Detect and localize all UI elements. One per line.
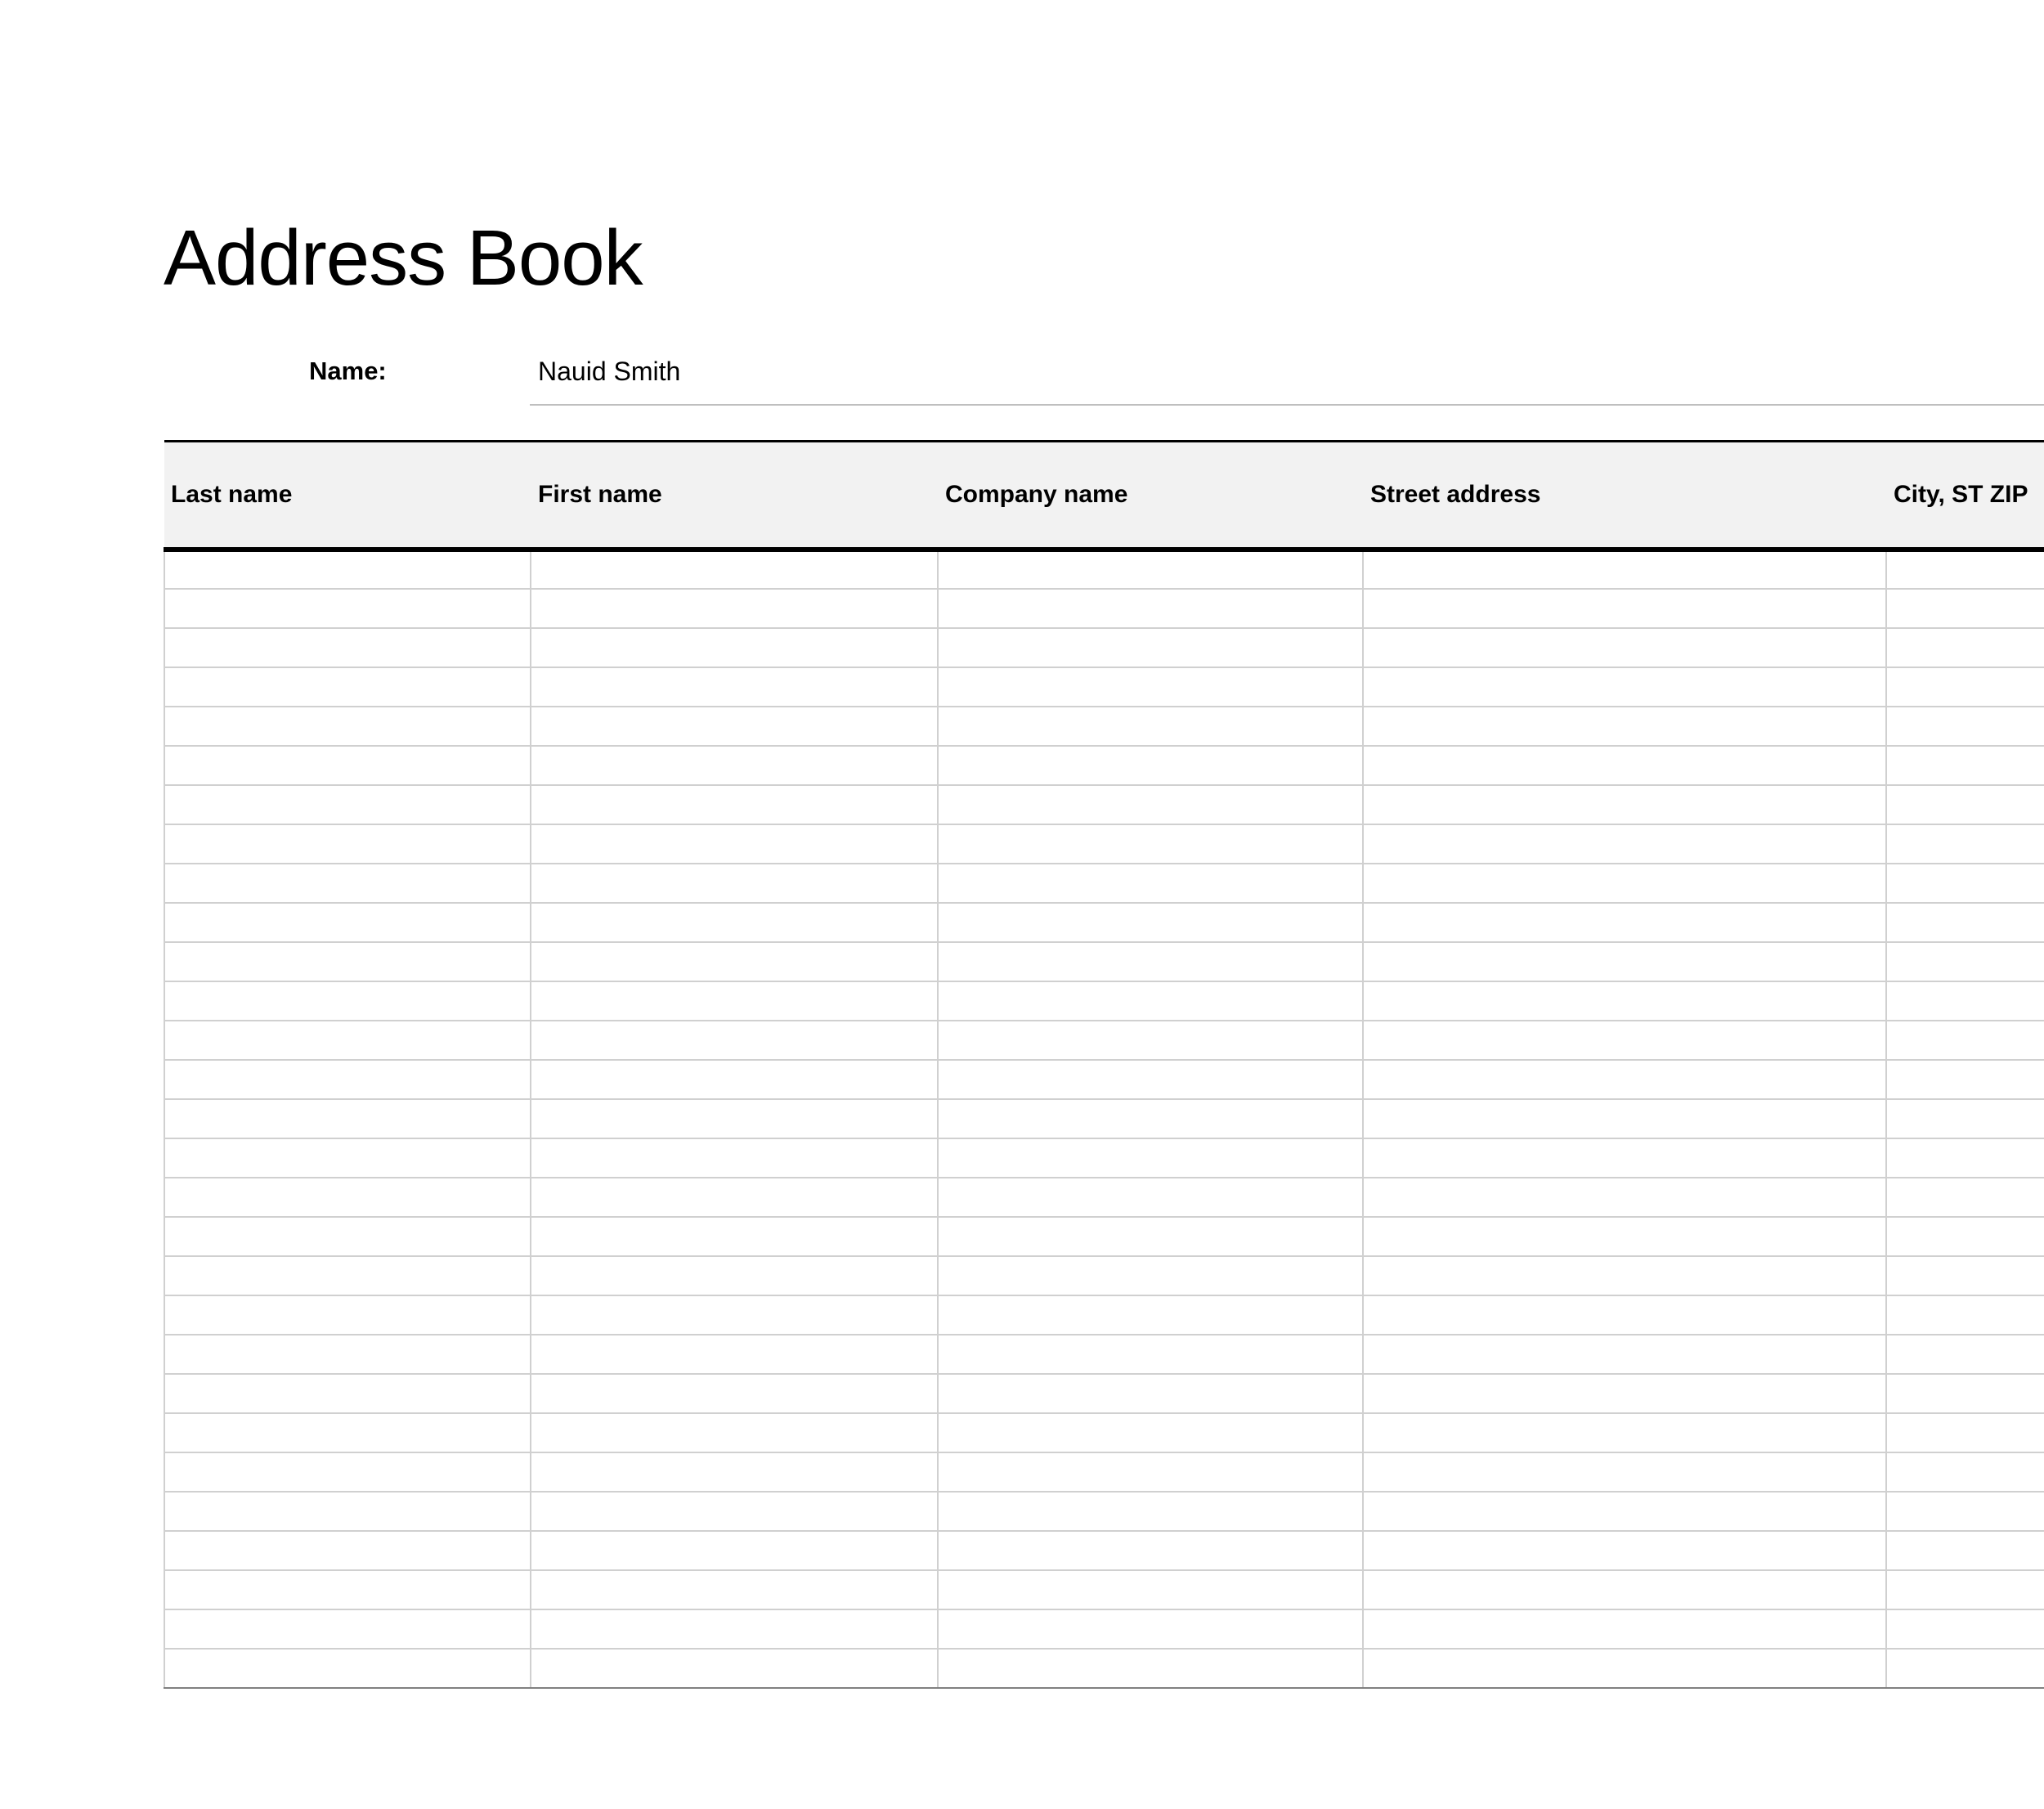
cell-first_name[interactable] — [531, 1178, 938, 1217]
table-row — [164, 1217, 2044, 1256]
cell-street_address[interactable] — [1363, 746, 1886, 785]
cell-first_name[interactable] — [531, 785, 938, 824]
column-header-city-st-zip[interactable]: City, ST ZIP — [1886, 442, 2044, 550]
cell-first_name[interactable] — [531, 1099, 938, 1138]
cell-last_name[interactable] — [164, 589, 531, 628]
cell-city_st_zip[interactable] — [1886, 903, 2044, 942]
cell-city_st_zip[interactable] — [1886, 1060, 2044, 1099]
cell-first_name[interactable] — [531, 1060, 938, 1099]
cell-company_name[interactable] — [938, 981, 1363, 1021]
cell-last_name[interactable] — [164, 628, 531, 667]
cell-first_name[interactable] — [531, 1492, 938, 1531]
cell-last_name[interactable] — [164, 1060, 531, 1099]
cell-city_st_zip[interactable] — [1886, 785, 2044, 824]
table-row — [164, 942, 2044, 981]
table-row — [164, 1649, 2044, 1688]
cell-last_name[interactable] — [164, 942, 531, 981]
cell-city_st_zip[interactable] — [1886, 981, 2044, 1021]
cell-company_name[interactable] — [938, 824, 1363, 864]
table-row — [164, 1178, 2044, 1217]
cell-first_name[interactable] — [531, 1295, 938, 1335]
cell-city_st_zip[interactable] — [1886, 707, 2044, 746]
cell-street_address[interactable] — [1363, 1256, 1886, 1295]
cell-last_name[interactable] — [164, 1452, 531, 1492]
cell-company_name[interactable] — [938, 746, 1363, 785]
table-row — [164, 1531, 2044, 1570]
cell-first_name[interactable] — [531, 1021, 938, 1060]
cell-last_name[interactable] — [164, 824, 531, 864]
table-row — [164, 1099, 2044, 1138]
cell-last_name[interactable] — [164, 1217, 531, 1256]
cell-street_address[interactable] — [1363, 1099, 1886, 1138]
cell-last_name[interactable] — [164, 785, 531, 824]
cell-first_name[interactable] — [531, 628, 938, 667]
cell-first_name[interactable] — [531, 1609, 938, 1649]
cell-first_name[interactable] — [531, 981, 938, 1021]
cell-first_name[interactable] — [531, 707, 938, 746]
cell-street_address[interactable] — [1363, 1413, 1886, 1452]
cell-last_name[interactable] — [164, 667, 531, 707]
cell-last_name[interactable] — [164, 903, 531, 942]
cell-city_st_zip[interactable] — [1886, 1138, 2044, 1178]
table-row — [164, 1138, 2044, 1178]
cell-company_name[interactable] — [938, 1138, 1363, 1178]
cell-first_name[interactable] — [531, 942, 938, 981]
table-row — [164, 785, 2044, 824]
cell-city_st_zip[interactable] — [1886, 1570, 2044, 1609]
cell-first_name[interactable] — [531, 667, 938, 707]
cell-last_name[interactable] — [164, 1570, 531, 1609]
cell-street_address[interactable] — [1363, 1374, 1886, 1413]
cell-street_address[interactable] — [1363, 1531, 1886, 1570]
cell-company_name[interactable] — [938, 1256, 1363, 1295]
cell-street_address[interactable] — [1363, 628, 1886, 667]
cell-city_st_zip[interactable] — [1886, 1021, 2044, 1060]
table-row — [164, 1452, 2044, 1492]
table-body — [164, 550, 2044, 1688]
table-row — [164, 1492, 2044, 1531]
cell-last_name[interactable] — [164, 1413, 531, 1452]
cell-street_address[interactable] — [1363, 981, 1886, 1021]
cell-company_name[interactable] — [938, 1335, 1363, 1374]
cell-city_st_zip[interactable] — [1886, 589, 2044, 628]
cell-city_st_zip[interactable] — [1886, 1609, 2044, 1649]
cell-first_name[interactable] — [531, 1138, 938, 1178]
cell-company_name[interactable] — [938, 785, 1363, 824]
table-row — [164, 1256, 2044, 1295]
table-row — [164, 1060, 2044, 1099]
cell-first_name[interactable] — [531, 1413, 938, 1452]
cell-company_name[interactable] — [938, 942, 1363, 981]
table-row — [164, 628, 2044, 667]
cell-company_name[interactable] — [938, 1413, 1363, 1452]
name-input[interactable] — [530, 347, 2044, 406]
cell-city_st_zip[interactable] — [1886, 1178, 2044, 1217]
name-field-row — [309, 347, 2044, 406]
cell-city_st_zip[interactable] — [1886, 1374, 2044, 1413]
table-row — [164, 1021, 2044, 1060]
cell-street_address[interactable] — [1363, 785, 1886, 824]
cell-first_name[interactable] — [531, 1649, 938, 1688]
cell-last_name[interactable] — [164, 1256, 531, 1295]
table-row — [164, 746, 2044, 785]
cell-first_name[interactable] — [531, 1256, 938, 1295]
cell-city_st_zip[interactable] — [1886, 864, 2044, 903]
name-label: Name: — [309, 357, 387, 385]
cell-company_name[interactable] — [938, 1374, 1363, 1413]
cell-street_address[interactable] — [1363, 1570, 1886, 1609]
cell-first_name[interactable] — [531, 1452, 938, 1492]
cell-street_address[interactable] — [1363, 1138, 1886, 1178]
cell-company_name[interactable] — [938, 1217, 1363, 1256]
cell-street_address[interactable] — [1363, 1295, 1886, 1335]
cell-city_st_zip[interactable] — [1886, 1413, 2044, 1452]
cell-city_st_zip[interactable] — [1886, 1335, 2044, 1374]
cell-company_name[interactable] — [938, 667, 1363, 707]
table-row — [164, 1609, 2044, 1649]
cell-street_address[interactable] — [1363, 864, 1886, 903]
column-header-street-address[interactable]: Street address — [1363, 442, 1886, 550]
cell-city_st_zip[interactable] — [1886, 1531, 2044, 1570]
cell-first_name[interactable] — [531, 1335, 938, 1374]
cell-street_address[interactable] — [1363, 824, 1886, 864]
cell-company_name[interactable] — [938, 1609, 1363, 1649]
cell-last_name[interactable] — [164, 981, 531, 1021]
cell-last_name[interactable] — [164, 746, 531, 785]
cell-company_name[interactable] — [938, 1021, 1363, 1060]
cell-city_st_zip[interactable] — [1886, 824, 2044, 864]
cell-street_address[interactable] — [1363, 903, 1886, 942]
cell-street_address[interactable] — [1363, 1060, 1886, 1099]
cell-first_name[interactable] — [531, 1570, 938, 1609]
cell-street_address[interactable] — [1363, 1335, 1886, 1374]
cell-last_name[interactable] — [164, 1649, 531, 1688]
cell-first_name[interactable] — [531, 746, 938, 785]
table-row — [164, 1570, 2044, 1609]
column-header-last-name[interactable]: Last name — [164, 442, 531, 550]
cell-city_st_zip[interactable] — [1886, 1217, 2044, 1256]
cell-company_name[interactable] — [938, 1099, 1363, 1138]
table-header-row — [164, 442, 2044, 550]
cell-street_address[interactable] — [1363, 589, 1886, 628]
cell-company_name[interactable] — [938, 1452, 1363, 1492]
cell-first_name[interactable] — [531, 550, 938, 589]
column-header-company-name[interactable]: Company name — [938, 442, 1363, 550]
cell-last_name[interactable] — [164, 1295, 531, 1335]
cell-last_name[interactable] — [164, 1609, 531, 1649]
cell-street_address[interactable] — [1363, 1217, 1886, 1256]
cell-company_name[interactable] — [938, 1649, 1363, 1688]
cell-city_st_zip[interactable] — [1886, 1649, 2044, 1688]
table-row — [164, 864, 2044, 903]
cell-last_name[interactable] — [164, 864, 531, 903]
table-row — [164, 550, 2044, 589]
table-row — [164, 824, 2044, 864]
cell-city_st_zip[interactable] — [1886, 667, 2044, 707]
cell-city_st_zip[interactable] — [1886, 550, 2044, 589]
cell-last_name[interactable] — [164, 1099, 531, 1138]
cell-street_address[interactable] — [1363, 1492, 1886, 1531]
table-row — [164, 667, 2044, 707]
cell-street_address[interactable] — [1363, 707, 1886, 746]
cell-city_st_zip[interactable] — [1886, 628, 2044, 667]
cell-street_address[interactable] — [1363, 667, 1886, 707]
name-value: Nauid Smith — [538, 357, 681, 386]
cell-first_name[interactable] — [531, 1531, 938, 1570]
cell-company_name[interactable] — [938, 1060, 1363, 1099]
cell-city_st_zip[interactable] — [1886, 746, 2044, 785]
cell-company_name[interactable] — [938, 903, 1363, 942]
cell-company_name[interactable] — [938, 1531, 1363, 1570]
cell-first_name[interactable] — [531, 824, 938, 864]
cell-first_name[interactable] — [531, 864, 938, 903]
cell-company_name[interactable] — [938, 1295, 1363, 1335]
cell-city_st_zip[interactable] — [1886, 942, 2044, 981]
cell-company_name[interactable] — [938, 1178, 1363, 1217]
cell-company_name[interactable] — [938, 864, 1363, 903]
cell-company_name[interactable] — [938, 589, 1363, 628]
cell-last_name[interactable] — [164, 1531, 531, 1570]
cell-first_name[interactable] — [531, 903, 938, 942]
cell-company_name[interactable] — [938, 707, 1363, 746]
table-row — [164, 903, 2044, 942]
cell-street_address[interactable] — [1363, 1021, 1886, 1060]
cell-first_name[interactable] — [531, 1217, 938, 1256]
table-row — [164, 1295, 2044, 1335]
cell-last_name[interactable] — [164, 1335, 531, 1374]
address-table — [164, 440, 2044, 1689]
table-row — [164, 1413, 2044, 1452]
cell-street_address[interactable] — [1363, 1178, 1886, 1217]
cell-last_name[interactable] — [164, 1178, 531, 1217]
cell-last_name[interactable] — [164, 550, 531, 589]
cell-last_name[interactable] — [164, 1492, 531, 1531]
cell-city_st_zip[interactable] — [1886, 1452, 2044, 1492]
page-title: Address Book — [164, 214, 643, 302]
cell-company_name[interactable] — [938, 1492, 1363, 1531]
cell-city_st_zip[interactable] — [1886, 1295, 2044, 1335]
column-header-first-name[interactable]: First name — [531, 442, 938, 550]
cell-company_name[interactable] — [938, 1570, 1363, 1609]
cell-street_address[interactable] — [1363, 942, 1886, 981]
cell-last_name[interactable] — [164, 1138, 531, 1178]
cell-company_name[interactable] — [938, 550, 1363, 589]
table-row — [164, 707, 2044, 746]
cell-city_st_zip[interactable] — [1886, 1099, 2044, 1138]
table-row — [164, 1335, 2044, 1374]
cell-first_name[interactable] — [531, 589, 938, 628]
table-row — [164, 1374, 2044, 1413]
cell-last_name[interactable] — [164, 707, 531, 746]
cell-first_name[interactable] — [531, 1374, 938, 1413]
cell-last_name[interactable] — [164, 1021, 531, 1060]
cell-street_address[interactable] — [1363, 1649, 1886, 1688]
cell-last_name[interactable] — [164, 1374, 531, 1413]
cell-company_name[interactable] — [938, 628, 1363, 667]
cell-city_st_zip[interactable] — [1886, 1256, 2044, 1295]
table-row — [164, 981, 2044, 1021]
cell-street_address[interactable] — [1363, 1452, 1886, 1492]
cell-street_address[interactable] — [1363, 1609, 1886, 1649]
cell-street_address[interactable] — [1363, 550, 1886, 589]
cell-city_st_zip[interactable] — [1886, 1492, 2044, 1531]
table-row — [164, 589, 2044, 628]
